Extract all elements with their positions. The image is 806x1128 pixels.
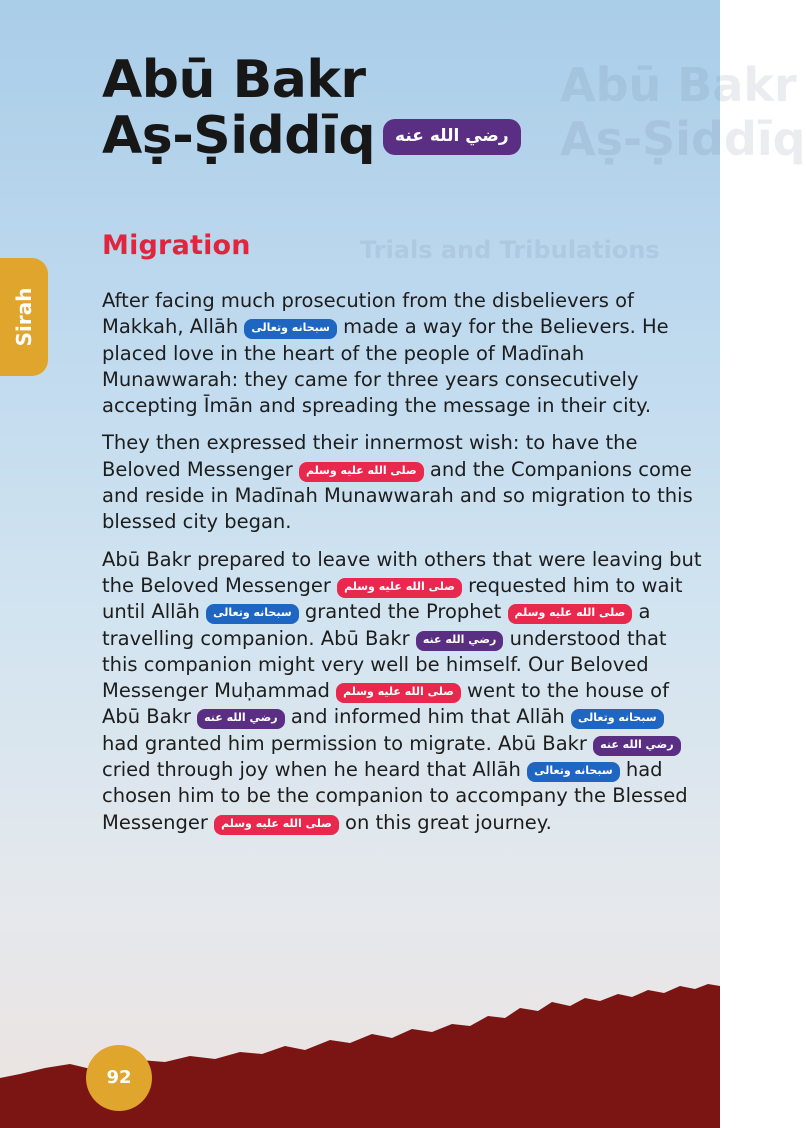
allah-honorific-badge: سبحانه وتعالى xyxy=(244,319,337,339)
paragraph-text: understood that this companion might very well be himself. Our Beloved Messenger Muḥammad xyxy=(102,626,667,703)
paragraph-text: had granted him permission to migrate. Abū Bakr xyxy=(102,731,594,755)
paragraph-text: on this great journey. xyxy=(338,810,552,834)
paragraph xyxy=(102,288,706,419)
companion-honorific-badge: رضي الله عنه xyxy=(197,709,285,729)
prophet-honorific-badge: صلى الله عليه وسلم xyxy=(508,604,633,624)
section-tab-label: Sirah xyxy=(12,287,36,347)
paragraph-text: They then expressed their innermost wish: to have the Beloved Messenger xyxy=(102,431,638,481)
companion-honorific-badge: رضي الله عنه xyxy=(416,631,504,651)
paragraph-text: a travelling companion. Abū Bakr xyxy=(102,600,651,650)
title-line-2 xyxy=(102,108,521,164)
allah-honorific-badge: سبحانه وتعالى xyxy=(206,604,299,624)
prophet-honorific-badge: صلى الله عليه وسلم xyxy=(214,815,339,835)
allah-honorific-badge: سبحانه وتعالى xyxy=(571,709,664,729)
allah-honorific-badge: سبحانه وتعالى xyxy=(527,762,620,782)
paragraph-text: Abū Bakr prepared to leave with others that were leaving but the Beloved Messenger xyxy=(102,547,702,597)
section-heading: Migration xyxy=(102,230,251,261)
paragraph-text: and the Companions come and reside in Madīnah Munawwarah and so migration to this blessed city began. xyxy=(102,457,693,534)
paragraph-text: granted the Prophet xyxy=(298,600,508,624)
paragraph-text: had chosen him to be the companion to accompany the Blessed Messenger xyxy=(102,758,688,834)
paragraph-text: went to the house of Abū Bakr xyxy=(102,679,669,729)
companion-honorific-badge: رضي الله عنه xyxy=(593,736,681,756)
prophet-honorific-badge: صلى الله عليه وسلم xyxy=(336,683,461,703)
body-text xyxy=(102,288,706,847)
section-tab xyxy=(0,258,48,376)
paragraph xyxy=(102,430,706,535)
paragraph-text: cried through joy when he heard that Allāh xyxy=(102,758,528,782)
page-number: 92 xyxy=(86,1045,152,1111)
paragraph-text: made a way for the Believers. He placed love in the heart of the people of Madīnah Munawwarah: they came for three years consecutively accepting Īmān and spreading the message in their city. xyxy=(102,315,669,418)
title-line-2-text: Aṣ-Ṣiddīq xyxy=(102,106,376,166)
page-title xyxy=(102,52,521,164)
title-honorific-badge: رضي الله عنه xyxy=(383,119,521,155)
bleed-through-text: Abū Bakr Aṣ-Ṣiddīq xyxy=(560,58,806,166)
prophet-honorific-badge: صلى الله عليه وسلم xyxy=(337,578,462,598)
paragraph-text: and informed him that Allāh xyxy=(284,705,571,729)
prophet-honorific-badge: صلى الله عليه وسلم xyxy=(299,462,424,482)
paragraph xyxy=(102,547,706,836)
title-line-1: Abū Bakr xyxy=(102,50,366,110)
bleed-through-heading: Trials and Tribulations xyxy=(360,236,660,264)
paragraph-text: After facing much prosecution from the disbelievers of Makkah, Allāh xyxy=(102,289,634,339)
paragraph-text: requested him to wait until Allāh xyxy=(102,573,683,624)
